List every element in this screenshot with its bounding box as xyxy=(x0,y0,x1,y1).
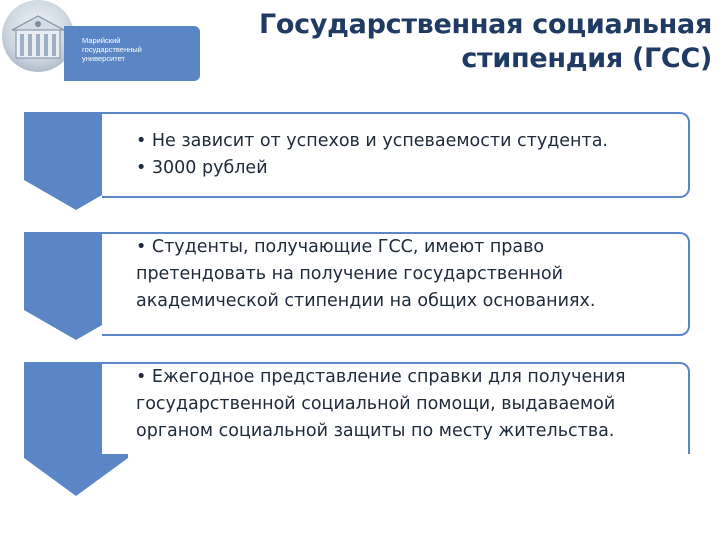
step-text-line: претендовать на получение государственной xyxy=(136,264,563,284)
step-card-2 xyxy=(102,232,690,336)
university-name-line: Марийский xyxy=(82,36,121,45)
step-text-line: • 3000 рублей xyxy=(136,158,268,178)
step-text-line: органом социальной защиты по месту жительства. xyxy=(136,421,615,441)
slide-title-line: Государственная социальная xyxy=(259,9,712,40)
step-text-line: государственной социальной помощи, выдаваемой xyxy=(136,394,616,414)
step-card-1 xyxy=(102,112,690,198)
slide-title-line: стипендия (ГСС) xyxy=(461,43,712,74)
university-name-line: университет xyxy=(82,54,125,63)
step-text-line: академической стипендии на общих основаниях. xyxy=(136,291,596,311)
step-text-line: • Не зависит от успехов и успеваемости студента. xyxy=(136,131,608,151)
step-text-line: • Ежегодное представление справки для получения xyxy=(136,367,626,387)
step-card-3 xyxy=(102,362,690,454)
step-text-line: • Студенты, получающие ГСС, имеют право xyxy=(136,237,545,257)
university-name-line: государственный xyxy=(82,45,142,54)
